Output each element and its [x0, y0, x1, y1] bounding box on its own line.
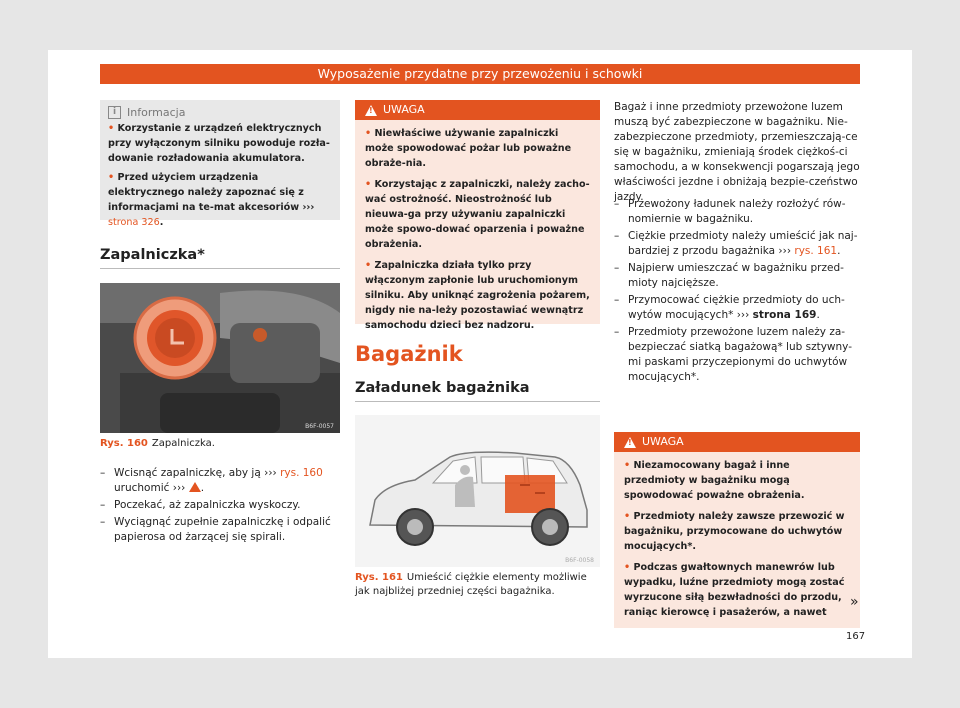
photo-ref: B6F-0058: [565, 557, 594, 564]
lighter-steps: [100, 466, 340, 547]
luggage-steps: [614, 197, 860, 387]
info-icon: i: [108, 106, 121, 119]
warning-triangle-icon: !: [624, 437, 636, 448]
figure-label: Rys. 160: [100, 438, 148, 449]
luggage-intro: Bagaż i inne przedmioty przewożone luzem muszą być zabezpieczone w bagażniku. Nie-zabezpieczone przedmioty, przemieszczają-ce się w bagażniku, zmieniają środek ciężkoś-ci samochodu, a w konsekwencji pogarszają jego właściwości jezdne i obniżają bezpie-czeństwo jazdy.: [614, 101, 860, 203]
warning-header: ! UWAGA: [355, 100, 600, 120]
heading-rule: [355, 401, 600, 402]
list-item: – Wcisnąć zapalniczkę, aby ją ››› rys. 160 uruchomić ››› .: [100, 466, 340, 496]
figure-label: Rys. 161: [355, 572, 403, 583]
heading-rule: [100, 268, 340, 269]
info-bullet-2: • Przed użyciem urządzenia elektrycznego należy zapoznać się z informacjami na te-mat akcesoriów ››› strona 326.: [108, 172, 315, 228]
link-strona-326[interactable]: strona 326: [108, 217, 160, 228]
warning-item: • Niezamocowany bagaż i inne przedmioty w bagażniku mogą spowodować poważne obrażenia.: [624, 460, 805, 501]
lighter-photo: [100, 283, 340, 433]
warning-item: • Zapalniczka działa tylko przy włączonym zapłonie lub uruchomionym silniku. Aby uniknąć zagrożenia pożarem, nigdy nie na-leży pozostawiać wewnątrz samochodu dzieci bez nadzoru.: [365, 260, 590, 331]
warning-box-luggage: [614, 432, 860, 628]
link-rys-160[interactable]: rys. 160: [280, 467, 323, 479]
page-header: Wyposażenie przydatne przy przewożeniu i schowki: [100, 64, 860, 84]
figure-caption-161: Rys. 161 Umieścić ciężkie elementy możliwie jak najbliżej przedniej części bagażnika.: [355, 572, 587, 597]
section-heading-zaladunek: Załadunek bagażnika: [355, 380, 530, 396]
section-title-bagaznik: Bagażnik: [355, 342, 463, 366]
photo-ref: B6F-0057: [305, 423, 334, 430]
warning-item: • Korzystając z zapalniczki, należy zacho-wać ostrożność. Nieostrożność lub nieuwa-ga przy używaniu zapalniczki może spowo-dować oparzenia i poważne obrażenia.: [365, 179, 590, 250]
warning-item: • Podczas gwałtownych manewrów lub wypadku, luźne przedmioty mogą zostać wyrzucone siłą bezwładności do przodu, raniąc kierowcę i pasażerów, a nawet: [624, 562, 845, 618]
list-item: – Przewożony ładunek należy rozłożyć rów-nomiernie w bagażniku.: [614, 197, 860, 227]
list-item: – Przymocować ciężkie przedmioty do uch-wytów mocujących* ››› strona 169.: [614, 293, 860, 323]
list-item: – Ciężkie przedmioty należy umieścić jak naj-bardziej z przodu bagażnika ››› rys. 161.: [614, 229, 860, 259]
info-box-header: [108, 106, 332, 119]
list-item: – Najpierw umieszczać w bagażniku przed-mioty najcięższe.: [614, 261, 860, 291]
section-heading-zapalniczka: Zapalniczka*: [100, 247, 205, 263]
warning-box-lighter: [355, 100, 600, 331]
luggage-diagram: [355, 415, 600, 567]
figure-caption-160: Rys. 160 Zapalniczka.: [100, 438, 215, 449]
list-item: – Poczekać, aż zapalniczka wyskoczy.: [100, 498, 340, 513]
info-bullet-1: • Korzystanie z urządzeń elektrycznych przy wyłączonym silniku powoduje rozła-dowanie rozładowania akumulatora.: [108, 123, 330, 164]
page-number: 167: [846, 631, 866, 642]
car-illustration: [355, 415, 600, 567]
link-strona-169[interactable]: strona 169: [752, 309, 817, 321]
list-item: – Wyciągnąć zupełnie zapalniczkę i odpalić papierosa od żarzącej się spirali.: [100, 515, 340, 545]
warning-item: • Niewłaściwe używanie zapalniczki może spowodować pożar lub poważne obraże-nia.: [365, 128, 572, 169]
bullet-icon: •: [108, 123, 115, 134]
list-item: – Przedmioty przewożone luzem należy za-bezpieczać siatką bagażową* lub sztywny-mi paskami przyczepionymi do uchwytów mocujących*.: [614, 325, 860, 385]
info-box-label: Informacja: [127, 106, 186, 119]
warning-header: ! UWAGA: [614, 432, 860, 452]
link-rys-161[interactable]: rys. 161: [794, 245, 838, 257]
warning-item: • Przedmioty należy zawsze przewozić w bagażniku, przymocowane do uchwytów mocujących*.: [624, 511, 845, 552]
warning-triangle-icon[interactable]: [189, 482, 201, 492]
lighter-illustration: [100, 283, 340, 433]
warning-triangle-icon: !: [365, 105, 377, 116]
continue-marker: »: [850, 594, 859, 610]
bullet-icon: •: [108, 172, 115, 183]
info-box: [100, 100, 340, 228]
